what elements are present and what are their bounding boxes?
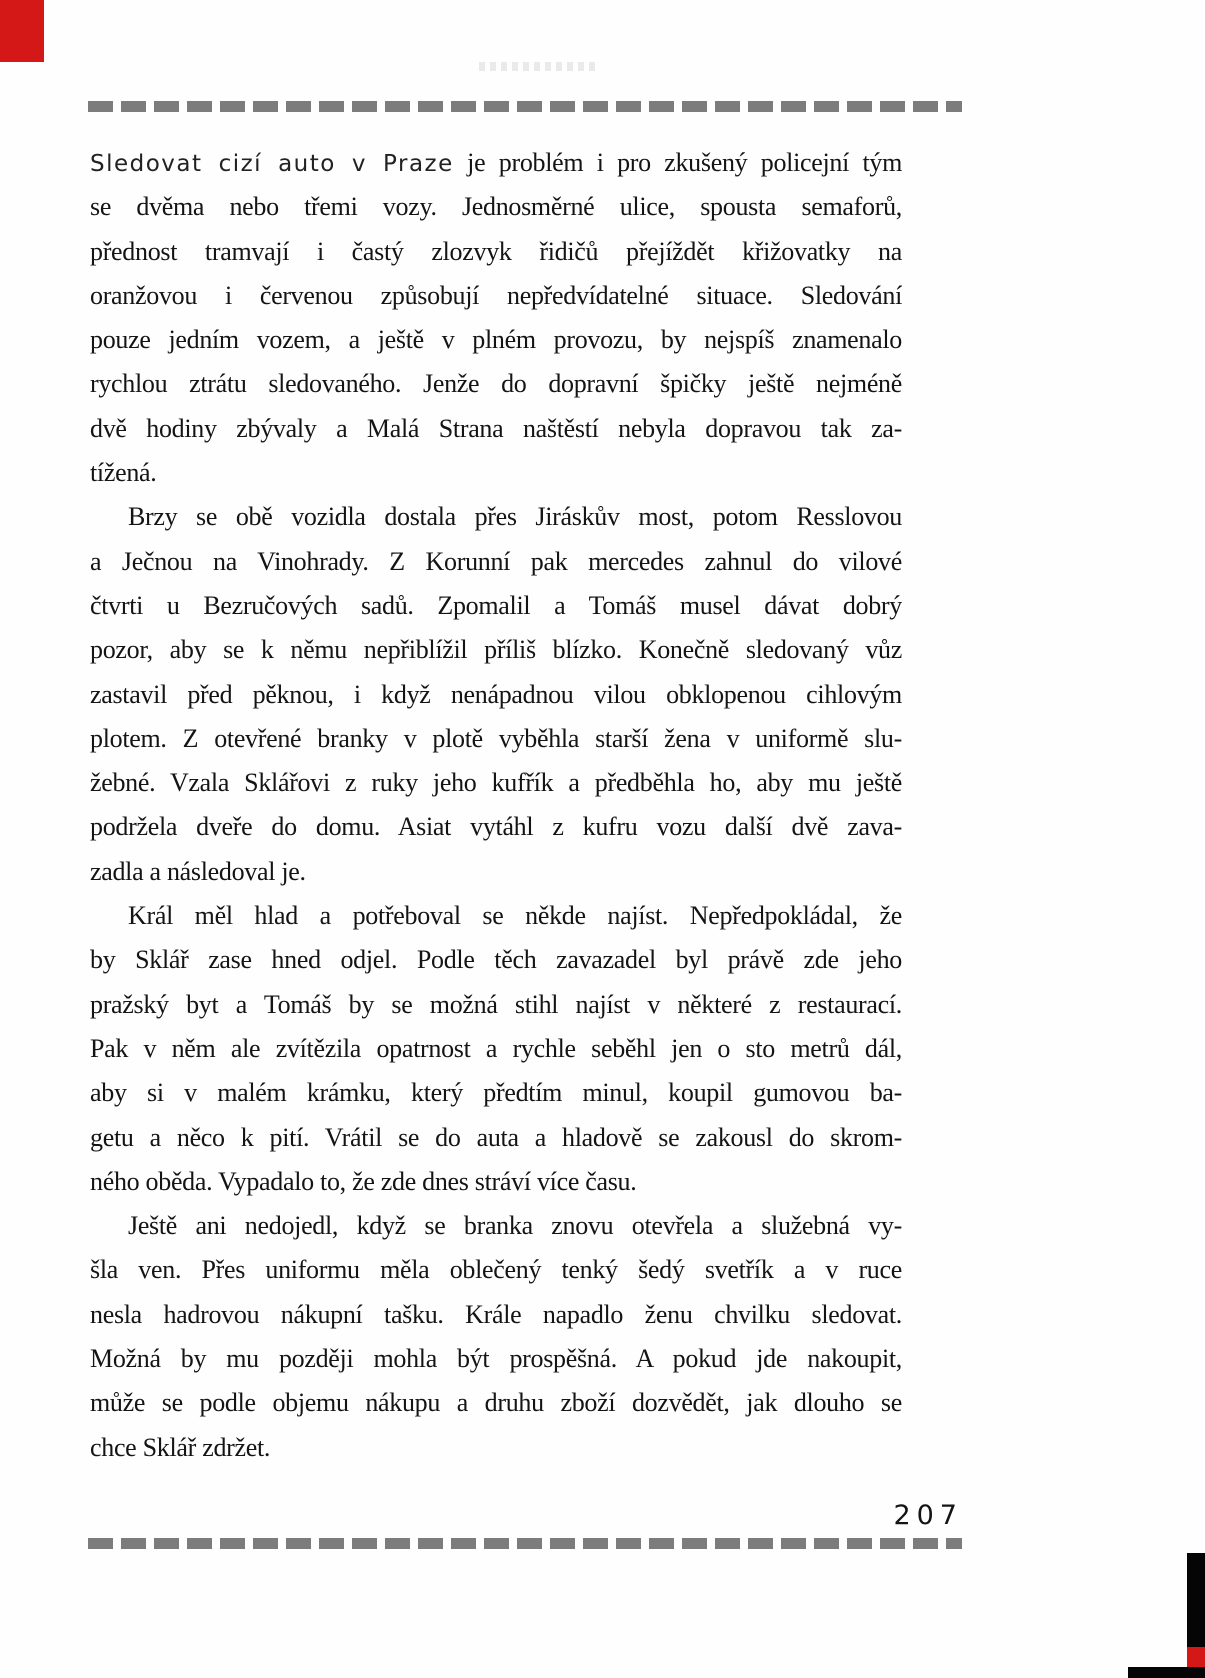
text-line: zastavil před pěknou, i když nenápadnou vilou obklopenou cihlovým bbox=[90, 679, 902, 709]
text-line: se dvěma nebo třemi vozy. Jednosměrné ulice, spousta semaforů, bbox=[90, 192, 902, 222]
text-line: a Ječnou na Vinohrady. Z Korunní pak mercedes zahnul do vilové bbox=[90, 546, 902, 576]
text-line: dvě hodiny zbývaly a Malá Strana naštěstí nebyla dopravou tak za- bbox=[90, 413, 902, 443]
bleed-through-mark bbox=[479, 62, 599, 71]
text-line: Sledovat cizí auto v Praze je problém i pro zkušený policejní tým bbox=[90, 148, 902, 177]
text-line: rychlou ztrátu sledovaného. Jenže do dopravní špičky ještě nejméně bbox=[90, 369, 902, 399]
text-line: pražský byt a Tomáš by se možná stihl najíst v některé z restaurací. bbox=[90, 989, 902, 1019]
text-line: může se podle objemu nákupu a druhu zboží dozvědět, jak dlouho se bbox=[90, 1388, 902, 1418]
text-line: getu a něco k pití. Vrátil se do auta a hladově se zakousl do skrom- bbox=[90, 1122, 902, 1152]
text-line: nesla hadrovou nákupní tašku. Krále napadlo ženu chvilku sledovat. bbox=[90, 1299, 902, 1329]
text-line: pozor, aby se k němu nepřiblížil příliš blízko. Konečně sledovaný vůz bbox=[90, 635, 902, 665]
scan-artifact-red-top-left bbox=[0, 0, 44, 62]
text-line: zadla a následoval je. bbox=[90, 856, 306, 886]
text-line: oranžovou i červenou způsobují nepředvídatelné situace. Sledování bbox=[90, 280, 902, 310]
text-line: plotem. Z otevřené branky v plotě vyběhla starší žena v uniformě slu- bbox=[90, 723, 902, 753]
text-line: podržela dveře do domu. Asiat vytáhl z kufru vozu další dvě zava- bbox=[90, 812, 902, 842]
bottom-dashed-rule bbox=[88, 1538, 962, 1549]
text-line: ného oběda. Vypadalo to, že zde dnes stráví více času. bbox=[90, 1166, 637, 1196]
body-text bbox=[90, 141, 902, 1470]
text-line: šla ven. Přes uniformu měla oblečený tenký šedý svetřík a v ruce bbox=[90, 1255, 902, 1285]
text-line: čtvrti u Bezručových sadů. Zpomalil a Tomáš musel dávat dobrý bbox=[90, 590, 902, 620]
text-line: Brzy se obě vozidla dostala přes Jiráskův most, potom Resslovou bbox=[128, 502, 902, 532]
text-line: pouze jedním vozem, a ještě v plném provozu, by nejspíš znamenalo bbox=[90, 325, 902, 355]
text-line: Pak v něm ale zvítězila opatrnost a rychle seběhl jen o sto metrů dál, bbox=[90, 1033, 902, 1063]
text-line: tížená. bbox=[90, 458, 157, 488]
text-line: aby si v malém krámku, který předtím minul, koupil gumovou ba- bbox=[90, 1078, 902, 1108]
top-dashed-rule bbox=[88, 101, 962, 112]
text-line: by Sklář zase hned odjel. Podle těch zavazadel byl právě zde jeho bbox=[90, 945, 902, 975]
text-line: chce Sklář zdržet. bbox=[90, 1432, 271, 1462]
text-line: Ještě ani nedojedl, když se branka znovu otevřela a služebná vy- bbox=[128, 1211, 902, 1241]
scan-artifact-black-bottom-edge bbox=[1128, 1667, 1205, 1678]
text-line: žebné. Vzala Sklářovi z ruky jeho kufřík a předběhla ho, aby mu ještě bbox=[90, 768, 902, 798]
page-number: 207 bbox=[893, 1500, 963, 1531]
text-line: Král měl hlad a potřeboval se někde najíst. Nepředpokládal, že bbox=[128, 901, 902, 931]
scan-artifact-black-right-edge bbox=[1187, 1553, 1205, 1647]
text-line: Možná by mu později mohla být prospěšná. A pokud jde nakoupit, bbox=[90, 1344, 902, 1374]
lead-in-phrase: Sledovat cizí auto v Praze bbox=[90, 151, 454, 177]
text-line: přednost tramvají i častý zlozvyk řidičů přejíždět křižovatky na bbox=[90, 236, 902, 266]
